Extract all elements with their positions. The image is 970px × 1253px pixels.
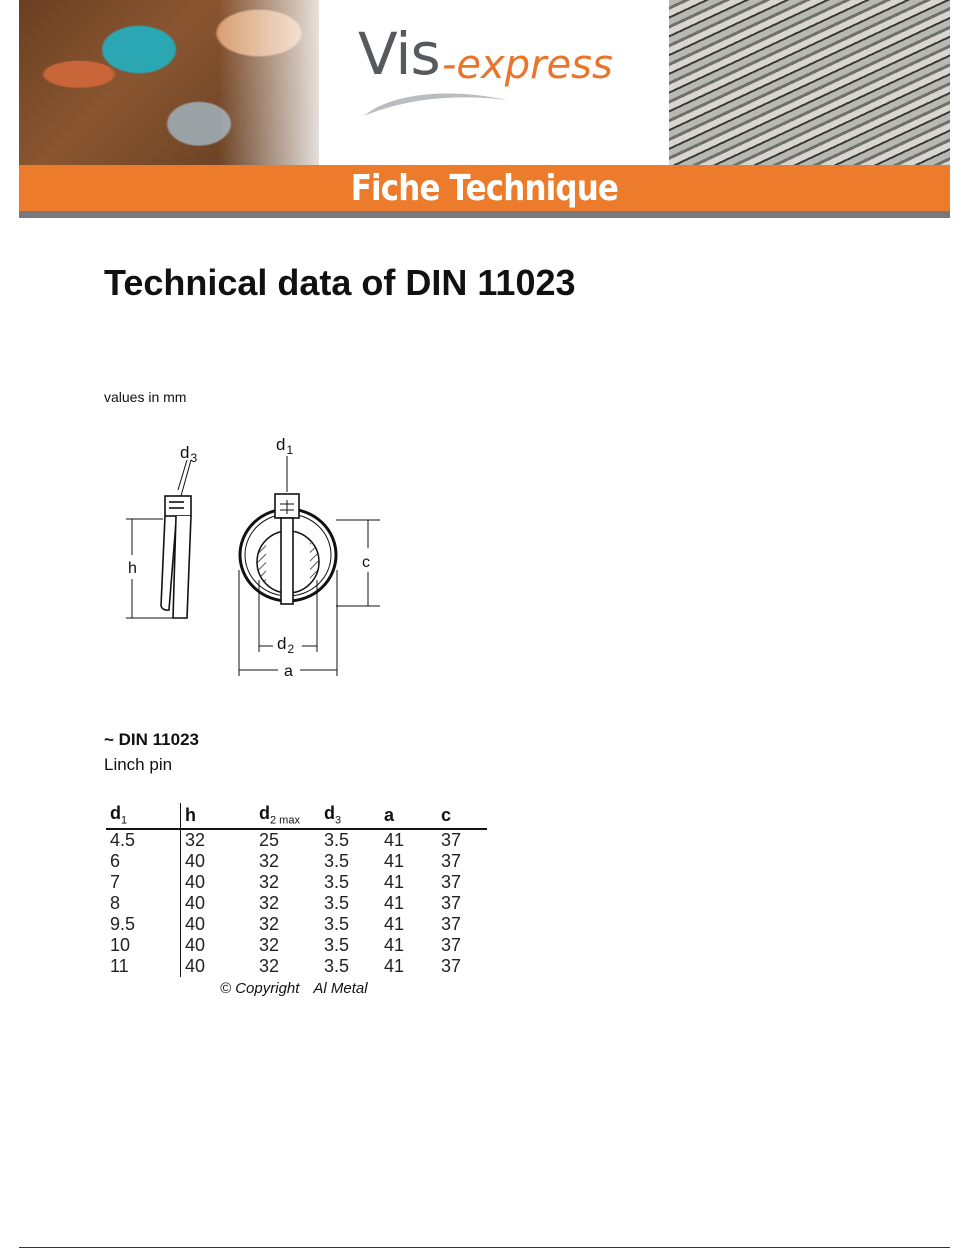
screws-photo [669,0,950,165]
cell: 25 [259,830,280,850]
copyright-label: © Copyright [220,980,300,997]
units-note: values in mm [104,389,187,405]
header [19,0,950,218]
a-label: a [284,663,293,680]
cell: 40 [181,851,256,872]
logo-brand-main: Vis [358,20,440,88]
cell: 37 [441,851,462,871]
cell: 40 [181,872,256,893]
cell: 32 [259,851,280,871]
cell: 32 [259,914,280,934]
table-row [106,956,487,977]
cell: 6 [110,851,121,871]
col-h: h [181,803,256,829]
logo-brand-suffix: -express [442,42,613,88]
cell: 3.5 [324,935,350,955]
cell: 37 [441,893,462,913]
cell: 37 [441,872,462,892]
col-d2: $d_{2 max}$ [255,803,320,829]
cell: 32 [259,872,280,892]
col-a: a [380,803,437,829]
cell: 3.5 [324,914,350,934]
col-d1: $d_1$ [106,803,181,829]
banner-title: Fiche Technique [350,167,619,209]
table-row [106,935,487,956]
linch-pin-drawing [118,430,388,685]
cell: 40 [181,935,256,956]
dimensions-table [106,803,487,977]
cell: 40 [181,893,256,914]
cell: 32 [181,829,256,851]
table-row [106,851,487,872]
banner-shadow [19,211,950,218]
copyright-owner: Al Metal [313,980,368,997]
table-row [106,872,487,893]
cell: 3.5 [324,830,350,850]
logo-swoosh [362,86,512,118]
cell: 41 [384,956,405,976]
cell: 37 [441,914,462,934]
cell: 37 [441,830,462,850]
cell: 37 [441,956,462,976]
cell: 7 [110,872,121,892]
cell: 41 [384,893,405,913]
cell: 41 [384,935,405,955]
d3-label: $d_3$ [180,443,198,465]
cell: 41 [384,872,405,892]
cell: 9.5 [110,914,136,934]
copyright-note [220,980,382,997]
h-label: h [128,560,137,577]
cell: 37 [441,935,462,955]
cell: 40 [181,956,256,977]
table-row [106,893,487,914]
cell: 8 [110,893,121,913]
cell: 32 [259,935,280,955]
table-header-row [106,803,487,829]
cell: 11 [110,956,129,976]
cell: 3.5 [324,851,350,871]
cell: 10 [110,935,131,955]
cell: 3.5 [324,956,350,976]
cell: 41 [384,851,405,871]
c-label: c [362,554,370,571]
c-dimension [336,520,380,606]
front-view [240,494,336,604]
footer-rule [19,1247,950,1248]
d1-label: $d_1$ [276,435,294,457]
cell: 32 [259,956,280,976]
standard-name: Linch pin [104,755,173,774]
cell: 41 [384,830,405,850]
standard-code: ~ DIN 11023 [104,730,199,749]
col-c: c [437,803,487,829]
banner [19,165,950,211]
photo-fade-left [219,0,339,165]
cell: 3.5 [324,893,350,913]
cell: 32 [259,893,280,913]
cell: 41 [384,914,405,934]
table-row [106,914,487,935]
cell: 4.5 [110,830,136,850]
cell: 40 [181,914,256,935]
col-d3: $d_3$ [320,803,380,829]
d2-label: $d_2$ [277,634,295,656]
side-view [161,460,191,618]
page-title: Technical data of DIN 11023 [104,262,576,303]
cell: 3.5 [324,872,350,892]
table-row [106,829,487,851]
vis-express-logo [354,18,654,128]
